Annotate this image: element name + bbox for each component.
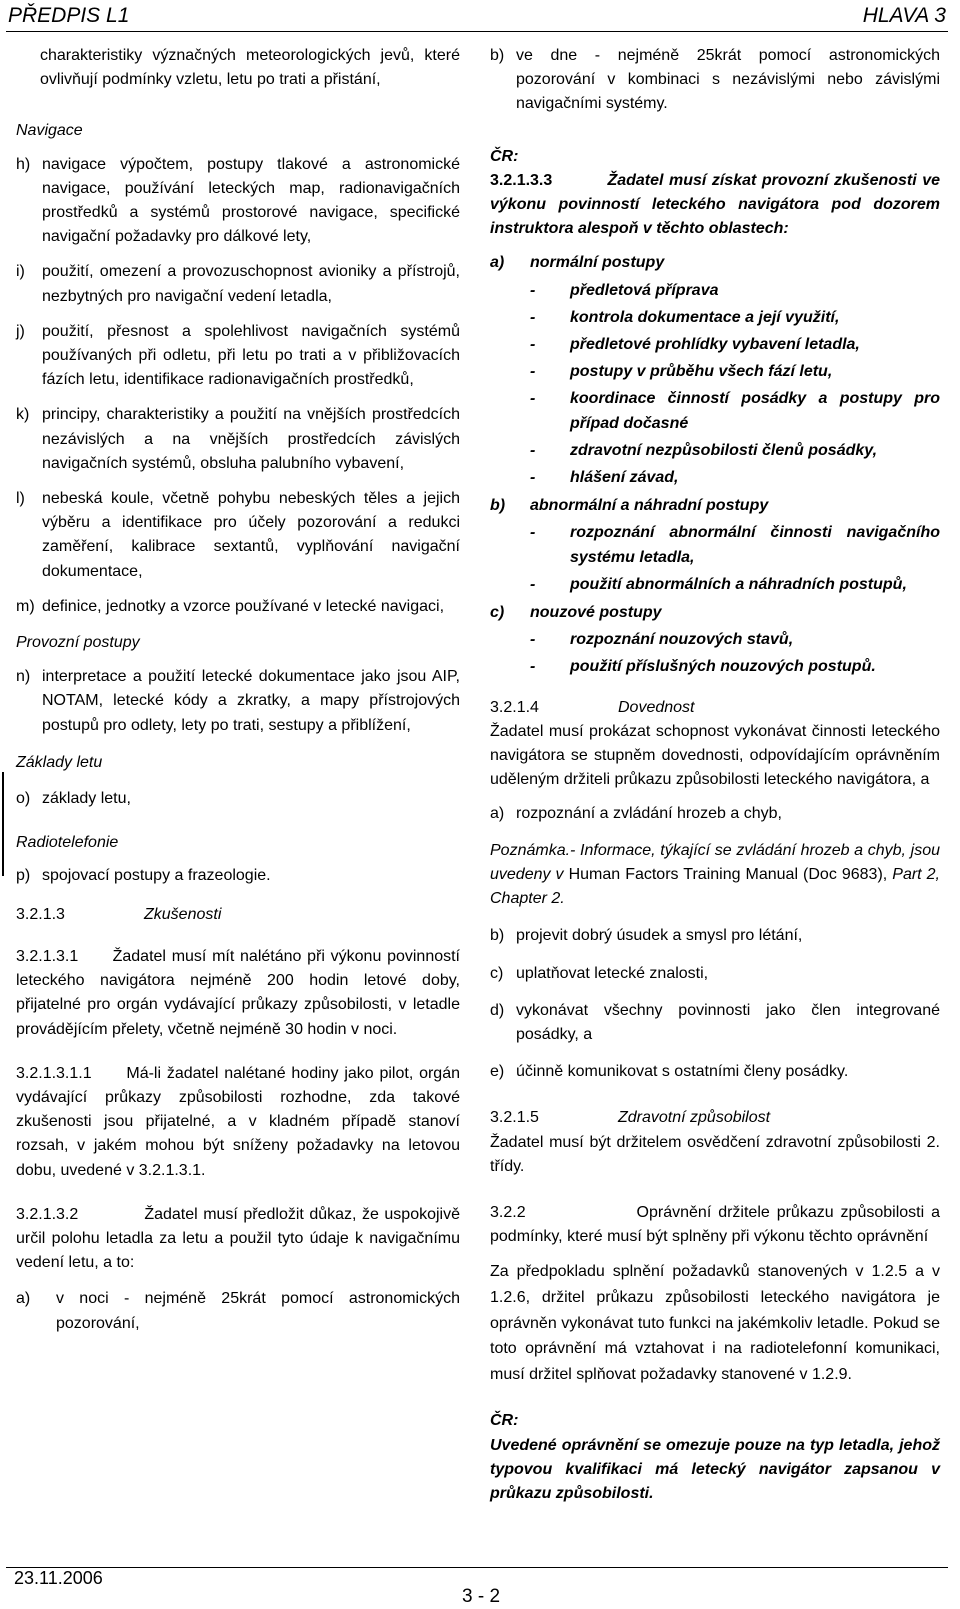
header-left: PŘEDPIS L1 bbox=[8, 4, 130, 27]
list-item bbox=[16, 260, 460, 308]
item-text: nebeská koule, včetně pohybu nebeských těles a jejich výběru a identifikace pro účely pozorování a redukci zaměření, kalibrace sextantů, vyplňování navigační dokumentace, bbox=[42, 490, 460, 580]
change-bar bbox=[2, 772, 4, 876]
item-text: zdravotní nezpůsobilosti členů posádky, bbox=[570, 441, 878, 459]
item-text: koordinace činností posádky a postupy pro případ dočasné bbox=[570, 390, 940, 432]
item-text: hlášení závad, bbox=[570, 469, 679, 487]
dash-marker: - bbox=[530, 658, 536, 676]
paragraph-text: Žadatel musí mít nalétáno při výkonu povinností leteckého navigátora nejméně 200 hodin letové doby, přijatelné pro orgán vydávající průkazy způsobilosti, v letadle provádějícím přelety, včetně nejméně 30 hodin v noci. bbox=[16, 947, 461, 1038]
item-letter: d) bbox=[490, 1001, 505, 1019]
cr-dash-item bbox=[490, 466, 940, 490]
dash-marker: - bbox=[530, 390, 536, 408]
list-item bbox=[16, 1287, 460, 1335]
item-text: postupy v průběhu všech fází letu, bbox=[570, 363, 833, 381]
item-letter: j) bbox=[16, 322, 25, 340]
cr-dash-item bbox=[490, 628, 940, 652]
item-text: spojovací postupy a frazeologie. bbox=[42, 867, 271, 885]
item-text: interpretace a použití letecké dokumentace jako jsou AIP, NOTAM, letecké kódy a zkratky, a mapy přístrojových postupů pro odlety, lety po trati, sestupy a přiblížení, bbox=[42, 668, 460, 734]
paragraph-3-2-1-3-2 bbox=[16, 1203, 460, 1276]
subsection-title: Zkušenosti bbox=[144, 905, 222, 923]
item-text: účinně komunikovat s ostatními členy posádky. bbox=[516, 1063, 849, 1081]
privileges-heading bbox=[490, 1201, 940, 1249]
note-document: Human Factors Training Manual (Doc 9683), bbox=[568, 865, 888, 883]
section-operations-title: Provozní postupy bbox=[16, 634, 140, 652]
list-item bbox=[490, 44, 940, 117]
skill-text: Žadatel musí prokázat schopnost vykonávat činnosti leteckého navigátora se stupněm dovednosti, odpovídajícím oprávněním uděleným držiteli průkazu způsobilosti leteckého navigátora, a bbox=[490, 722, 940, 789]
list-item bbox=[16, 403, 460, 476]
list-item bbox=[16, 487, 460, 584]
cr-dash-item bbox=[490, 573, 940, 597]
section-navigation-title: Navigace bbox=[16, 122, 83, 140]
paragraph-number: 3.2.1.3.1.1 bbox=[16, 1064, 92, 1082]
item-letter: e) bbox=[490, 1063, 505, 1081]
item-text: základy letu, bbox=[42, 790, 131, 808]
item-text: rozpoznání a zvládání hrozeb a chyb, bbox=[516, 805, 782, 823]
item-letter: i) bbox=[16, 263, 25, 281]
item-letter: m) bbox=[16, 597, 35, 615]
dash-marker: - bbox=[530, 281, 536, 299]
cr-heading: ČR: bbox=[490, 147, 519, 165]
list-item bbox=[490, 802, 940, 826]
cr-dash-item bbox=[490, 655, 940, 679]
item-text: použití příslušných nouzových postupů. bbox=[570, 658, 876, 676]
footer-page-number: 3 - 2 bbox=[462, 1586, 501, 1607]
footer-date: 23.11.2006 bbox=[14, 1568, 103, 1588]
dash-marker: - bbox=[530, 363, 536, 381]
item-letter: b) bbox=[490, 47, 505, 64]
cr-dash-item bbox=[490, 279, 940, 303]
paragraph-text: Má-li žadatel nalétané hodiny jako pilot, orgán vydávající průkazy způsobilosti rozhodne, zda takové zkušenosti jsou přijatelné, a v kladném případě stanoví rozsah, v jakém mohou být sníženy požadavky na letovou dobu, uvedené v 3.2.1.3.1. bbox=[16, 1064, 460, 1179]
item-text: nouzové postupy bbox=[530, 604, 662, 622]
item-letter: b) bbox=[490, 497, 506, 515]
right-column bbox=[490, 44, 940, 1506]
subsection-number: 3.2.1.3 bbox=[16, 905, 65, 923]
left-column bbox=[16, 44, 460, 1336]
subsection-medical bbox=[490, 1106, 940, 1130]
cr-dash-item bbox=[490, 306, 940, 330]
list-item bbox=[16, 320, 460, 393]
item-text: v noci - nejméně 25krát pomocí astronomických pozorování, bbox=[56, 1290, 460, 1332]
section-radio-title: Radiotelefonie bbox=[16, 834, 119, 852]
note-end: Part 2, Chapter 2. bbox=[490, 865, 941, 908]
paragraph-3-2-1-3-1-1 bbox=[16, 1062, 460, 1183]
section-basics-title: Základy letu bbox=[16, 753, 103, 771]
cr-note: Uvedené oprávnění se omezuje pouze na typ letadla, jehož typovou kvalifikaci má letecký navigátor zapsanou v průkazu způsobilosti. bbox=[490, 1436, 940, 1502]
item-letter: n) bbox=[16, 668, 31, 686]
navigation-list bbox=[16, 153, 460, 619]
list-item bbox=[16, 787, 460, 811]
cr-dash-item bbox=[490, 360, 940, 384]
item-text: použití, přesnost a spolehlivost navigačních systémů používaných při odletu, při letu po trati a v přibližovacích fázích letu, identifikace radionavigačních prostředků, bbox=[42, 322, 460, 389]
dash-marker: - bbox=[530, 336, 536, 354]
dash-marker: - bbox=[530, 469, 536, 487]
cr-group-heading bbox=[490, 494, 940, 518]
item-text: principy, charakteristiky a použití na vnějších prostředcích nezávislých a na vnějších prostředcích závislých navigačních systémů, obsluha palubního vybavení, bbox=[42, 406, 460, 472]
subsection-number: 3.2.1.4 bbox=[490, 698, 539, 716]
cr-dash-item bbox=[490, 387, 940, 435]
dash-marker: - bbox=[530, 441, 536, 459]
item-letter: k) bbox=[16, 406, 30, 424]
item-text: rozpoznání abnormální činnosti navigačního systému letadla, bbox=[570, 524, 940, 566]
subsection-title: Zdravotní způsobilost bbox=[618, 1109, 771, 1127]
item-letter: b) bbox=[490, 927, 505, 945]
cr-group-heading bbox=[490, 601, 940, 625]
subsection-title: Dovednost bbox=[618, 698, 695, 716]
item-text: ve dne - nejméně 25krát pomocí astronomických pozorování v kombinaci s nezávislými nebo závislými navigačními systémy. bbox=[516, 47, 940, 113]
subsection-number: 3.2.2 bbox=[490, 1203, 526, 1221]
item-letter: o) bbox=[16, 790, 31, 808]
cr-group-heading bbox=[490, 251, 940, 275]
item-text: navigace výpočtem, postupy tlakové a astronomické navigace, používání leteckých map, radionavigačních prostředků a systémů prostorové navigace, specifické navigační požadavky pro dálkové lety, bbox=[42, 155, 460, 246]
skill-list bbox=[490, 924, 940, 1084]
item-letter: c) bbox=[490, 604, 505, 622]
item-letter: c) bbox=[490, 964, 504, 982]
list-item bbox=[16, 595, 460, 619]
cr-dash-item bbox=[490, 333, 940, 357]
item-text: definice, jednotky a vzorce používané v letecké navigaci, bbox=[42, 597, 445, 615]
list-item bbox=[16, 864, 460, 888]
cr-list bbox=[490, 251, 940, 679]
header-right: HLAVA 3 bbox=[862, 4, 946, 27]
item-text: předletové prohlídky vybavení letadla, bbox=[570, 336, 860, 354]
item-text: použití, omezení a provozuschopnost avioniky a přístrojů, nezbytných pro navigační vedení letadla, bbox=[42, 263, 460, 305]
paragraph-text: Žadatel musí získat provozní zkušenosti ve výkonu povinností leteckého navigátora pod dozorem instruktora alespoň v těchto oblastech: bbox=[490, 171, 941, 238]
privileges-text: Za předpokladu splnění požadavků stanovených v 1.2.5 a v 1.2.6, držitel průkazu způsobilosti leteckého navigátora je oprávněn vykonávat tuto funkci na jakémkoliv letadle. Pokud se toto oprávnění má vztahovat i na radiotelefonní komunikaci, musí držitel splňovat požadavky stanovené v 1.2.9. bbox=[490, 1263, 940, 1383]
item-text: projevit dobrý úsudek a smysl pro létání, bbox=[516, 927, 803, 945]
footer-rule bbox=[6, 1567, 948, 1568]
item-text: abnormální a náhradní postupy bbox=[530, 497, 769, 515]
list-item bbox=[490, 962, 940, 986]
cr-dash-item bbox=[490, 439, 940, 463]
list-item bbox=[490, 999, 940, 1047]
subsection-number: 3.2.1.5 bbox=[490, 1109, 539, 1127]
item-letter: a) bbox=[490, 254, 505, 272]
list-item bbox=[16, 153, 460, 250]
list-item bbox=[16, 665, 460, 738]
item-letter: a) bbox=[16, 1290, 31, 1308]
item-letter: a) bbox=[490, 805, 505, 823]
item-letter: h) bbox=[16, 155, 31, 173]
paragraph-3-2-1-3-1 bbox=[16, 945, 460, 1042]
dash-marker: - bbox=[530, 524, 536, 542]
subsection-experience bbox=[16, 903, 460, 927]
item-text: použití abnormálních a náhradních postupů, bbox=[570, 575, 907, 593]
item-text: normální postupy bbox=[530, 254, 665, 272]
item-text: vykonávat všechny povinnosti jako člen integrované posádky, a bbox=[516, 1001, 940, 1043]
paragraph-number: 3.2.1.3.1 bbox=[16, 947, 79, 965]
cr-paragraph bbox=[490, 169, 940, 242]
intro-text: charakteristiky význačných meteorologických jevů, které ovlivňují podmínky vzletu, letu po trati a přistání, bbox=[40, 47, 460, 89]
item-text: kontrola dokumentace a její využití, bbox=[570, 308, 840, 326]
dash-marker: - bbox=[530, 575, 536, 593]
item-text: uplatňovat letecké znalosti, bbox=[516, 964, 709, 982]
paragraph-number: 3.2.1.3.2 bbox=[16, 1205, 79, 1223]
dash-marker: - bbox=[530, 631, 536, 649]
item-text: rozpoznání nouzových stavů, bbox=[570, 631, 794, 649]
list-item bbox=[490, 1060, 940, 1084]
header-rule bbox=[6, 31, 948, 32]
cr-heading: ČR: bbox=[490, 1412, 519, 1430]
paragraph-text: Žadatel musí předložit důkaz, že uspokojivě určil polohu letadla za letu a použil tyto údaje k navigačnímu vedení letu, a to: bbox=[16, 1205, 461, 1272]
paragraph-number: 3.2.1.3.3 bbox=[490, 171, 553, 189]
subsection-title: Oprávnění držitele průkazu způsobilosti a podmínky, které musí být splněny při výkonu těchto oprávnění bbox=[490, 1203, 940, 1246]
item-letter: l) bbox=[16, 490, 25, 508]
item-text: předletová příprava bbox=[570, 281, 719, 299]
subsection-skill bbox=[490, 696, 940, 720]
note-intro: Poznámka.- Informace, týkající se zvládání hrozeb a chyb, jsou uvedeny v bbox=[490, 841, 940, 883]
medical-text: Žadatel musí být držitelem osvědčení zdravotní způsobilosti 2. třídy. bbox=[490, 1133, 940, 1175]
list-item bbox=[490, 924, 940, 948]
cr-dash-item bbox=[490, 521, 940, 569]
item-letter: p) bbox=[16, 867, 31, 885]
note bbox=[490, 839, 940, 912]
dash-marker: - bbox=[530, 308, 536, 326]
